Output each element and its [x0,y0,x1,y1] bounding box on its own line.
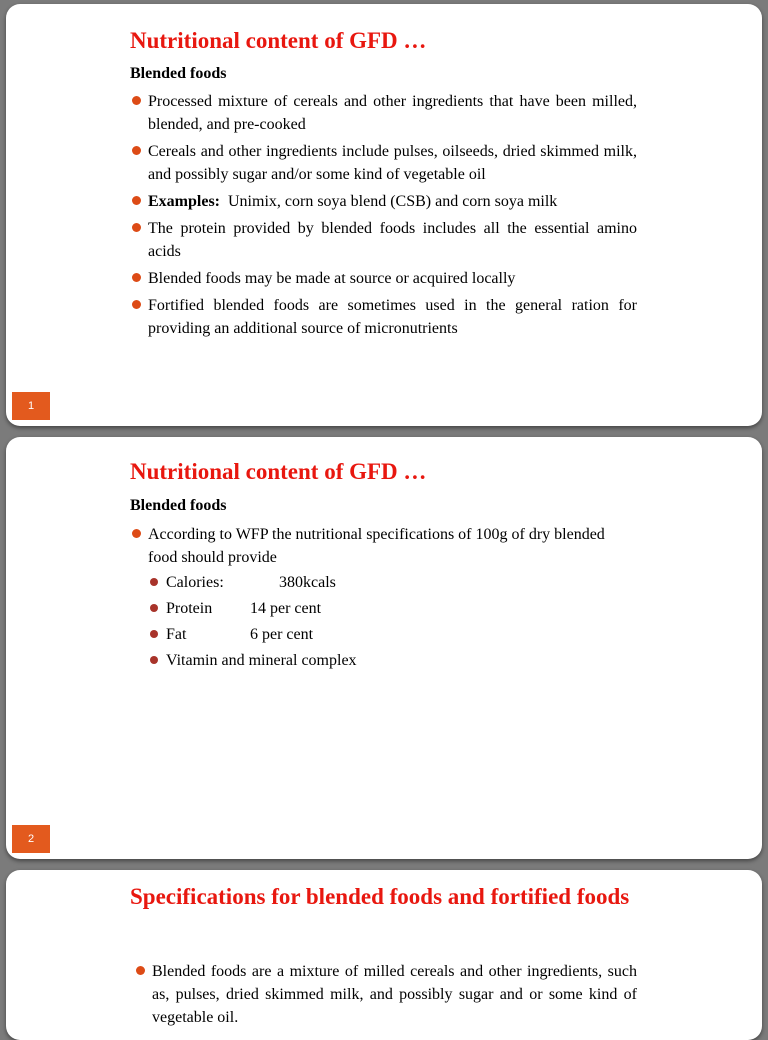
bullet-text: Unimix, corn soya blend (CSB) and corn soya milk [220,193,558,210]
bullet-icon [132,273,141,282]
slide-2 [6,437,762,859]
bullet-icon [132,300,141,309]
bullet-icon [132,96,141,105]
page-number-badge: 1 [12,392,50,420]
nutrient-label: Calories: [166,574,224,591]
bullet-bold-label: Examples: [148,193,220,210]
slide-subtitle: Blended foods [130,65,227,82]
nutrient-label: Vitamin and mineral complex [166,652,357,669]
bullet-icon [132,223,141,232]
sub-list-item [148,597,637,620]
page-number-badge: 2 [12,825,50,853]
sub-bullet-icon [150,578,158,586]
nutrient-value: 380kcals [279,574,336,591]
sub-bullet-list [148,571,637,672]
list-item [130,267,637,290]
slide-title: Nutritional content of GFD … [130,459,427,484]
sub-bullet-icon [150,630,158,638]
nutrient-value: 14 per cent [250,600,322,617]
bullet-icon [132,529,141,538]
list-item [130,140,637,186]
list-item [134,960,637,1029]
bullet-text: Processed mixture of cereals and other ingredients that have been milled, blended, and pre-cooked [148,93,637,133]
sub-list-item [148,571,637,594]
bullet-text: Blended foods are a mixture of milled cereals and other ingredients, such as, pulses, dried skimmed milk, and possibly sugar and or some kind of vegetable oil. [152,963,637,1026]
bullet-icon [132,146,141,155]
list-item [130,90,637,136]
nutrient-label: Protein [166,600,213,617]
nutrient-value: 6 per cent [250,626,314,643]
list-item [130,217,637,263]
slide-1 [6,4,762,426]
sub-bullet-icon [150,604,158,612]
list-item [130,190,637,213]
nutrient-label: Fat [166,626,187,643]
list-item [130,294,637,340]
slide-title: Specifications for blended foods and fortified foods [130,884,630,909]
bullet-list [130,90,637,344]
bullet-icon [132,196,141,205]
sub-list-item [148,649,637,672]
bullet-icon [136,966,145,975]
bullet-list [130,523,637,676]
slide-3 [6,870,762,1040]
bullet-text: The protein provided by blended foods includes all the essential amino acids [148,220,637,260]
slide-subtitle: Blended foods [130,497,227,514]
list-item [130,523,637,672]
bullet-text: Blended foods may be made at source or acquired locally [148,270,516,287]
sub-bullet-icon [150,656,158,664]
bullet-text: According to WFP the nutritional specifications of 100g of dry blended food should provide [148,526,605,566]
bullet-list [134,960,637,1033]
bullet-text: Cereals and other ingredients include pulses, oilseeds, dried skimmed milk, and possibly sugar and/or some kind of vegetable oil [148,143,637,183]
bullet-text: Fortified blended foods are sometimes used in the general ration for providing an additional source of micronutrients [148,297,637,337]
slide-title: Nutritional content of GFD … [130,28,427,53]
sub-list-item [148,623,637,646]
